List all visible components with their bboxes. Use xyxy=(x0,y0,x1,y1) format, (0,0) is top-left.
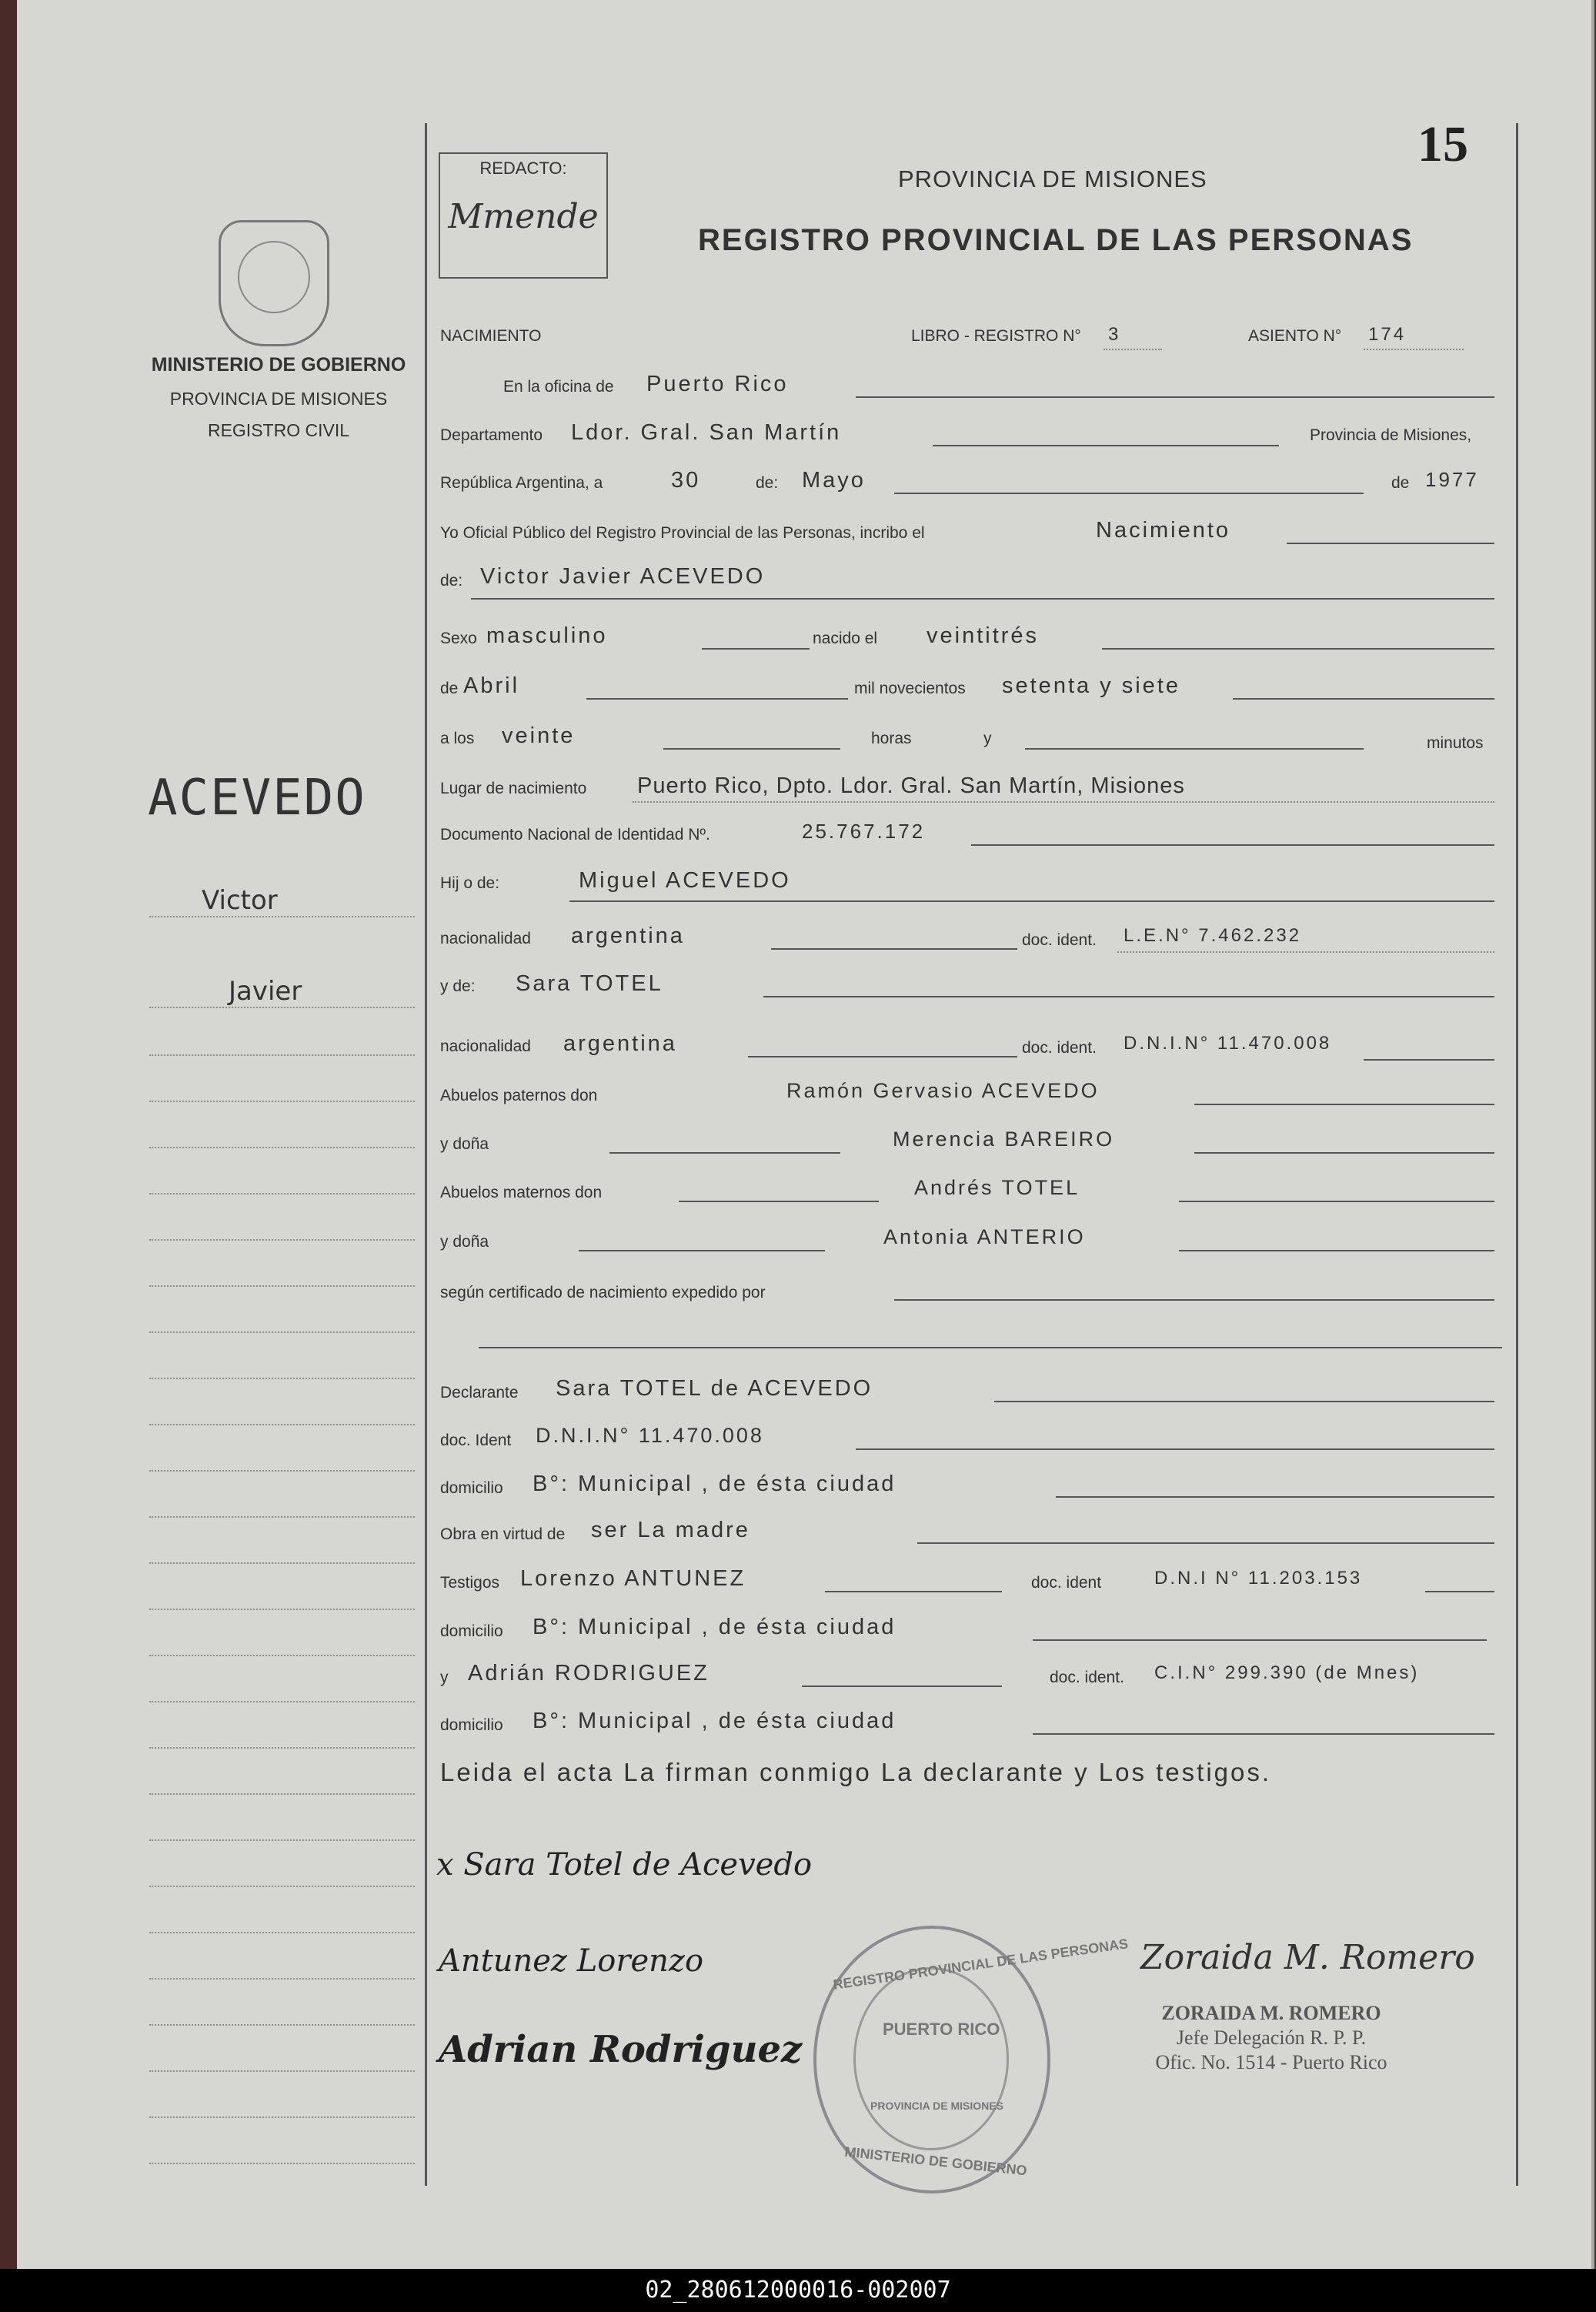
lugar-value: Puerto Rico, Dpto. Ldor. Gral. San Martín, Misiones xyxy=(637,773,1185,798)
oficina-label: En la oficina de xyxy=(503,378,614,396)
republica-label: República Argentina, a xyxy=(440,474,603,492)
abuelo-mat-value: Andrés TOTEL xyxy=(914,1176,1080,1199)
record-type: NACIMIENTO xyxy=(440,327,542,345)
testigo1-value: Lorenzo ANTUNEZ xyxy=(520,1566,746,1591)
testigo2-value: Adrián RODRIGUEZ xyxy=(468,1661,710,1686)
right-border xyxy=(1516,123,1518,2186)
margin-line xyxy=(149,916,415,917)
dia-value: 30 xyxy=(671,468,701,493)
provincia-label: Provincia de Misiones, xyxy=(1310,426,1472,444)
stamp-text-mid: PUERTO RICO xyxy=(883,2020,1000,2039)
de-nombre-label: de: xyxy=(440,572,463,590)
abuelo-mat-row xyxy=(440,1176,1510,1214)
asiento-label: ASIENTO N° xyxy=(1248,327,1342,345)
y-testigo-label: y xyxy=(440,1669,449,1686)
madre-nac-row xyxy=(440,1031,1510,1070)
official-name: ZORAIDA M. ROMERO xyxy=(1161,2002,1381,2024)
declarante-row xyxy=(440,1376,1510,1415)
testigo1-row xyxy=(440,1566,1510,1605)
de-anio-label: de xyxy=(1391,474,1410,492)
de2-label: de xyxy=(440,680,459,697)
margin-line xyxy=(149,1007,415,1008)
margin-line xyxy=(149,1655,415,1656)
oficina-value: Puerto Rico xyxy=(646,372,789,396)
mil-label: mil novecientos xyxy=(854,680,966,697)
testigo1-signature: Antunez Lorenzo xyxy=(439,1943,704,1979)
ministry-line1: MINISTERIO DE GOBIERNO xyxy=(151,354,406,376)
stamp-text-top: REGISTRO PROVINCIAL DE LAS PERSONAS xyxy=(832,1936,1130,1993)
dni-row xyxy=(440,820,1510,858)
horas-label: horas xyxy=(871,730,912,747)
declarante-doc-row xyxy=(440,1424,1510,1462)
header-province: PROVINCIA DE MISIONES xyxy=(898,165,1207,192)
nacido-label: nacido el xyxy=(813,630,878,647)
declarante-dom-label: domicilio xyxy=(440,1479,503,1497)
header-registry: REGISTRO PROVINCIAL DE LAS PERSONAS xyxy=(698,223,1414,257)
segun-label: según certificado de nacimiento expedido por xyxy=(440,1284,766,1301)
oficial-row xyxy=(440,520,1510,558)
testigo2-doc-value: C.I.N° 299.390 (de Mnes) xyxy=(1154,1662,1420,1683)
ministry-line3: REGISTRO CIVIL xyxy=(207,420,350,440)
de-label: de: xyxy=(756,474,779,492)
madre-nac-value: argentina xyxy=(563,1031,677,1056)
margin-line xyxy=(149,1747,415,1749)
margin-line xyxy=(149,2024,415,2026)
declarante-dom-value: B°: Municipal , de ésta ciudad xyxy=(533,1472,896,1496)
book-spine xyxy=(0,0,17,2269)
libro-label: LIBRO - REGISTRO N° xyxy=(911,327,1081,345)
image-id-footer: 02_280612000016-002007 xyxy=(0,2269,1596,2312)
abuelo-pat-label: Abuelos paternos don xyxy=(440,1087,598,1104)
anio-value: 1977 xyxy=(1425,468,1479,491)
margin-line xyxy=(149,1978,415,1980)
redacto-box xyxy=(439,152,608,279)
lugar-row xyxy=(440,773,1510,812)
margin-divider xyxy=(425,123,427,2186)
margin-line xyxy=(149,1101,415,1102)
dni-label: Documento Nacional de Identidad Nº. xyxy=(440,826,710,844)
departamento-row xyxy=(440,422,1510,460)
margin-line xyxy=(149,2117,415,2118)
margin-line xyxy=(149,1331,415,1333)
margin-line xyxy=(149,1470,415,1472)
hijo-label: Hij o de: xyxy=(440,874,500,892)
margin-name1: Victor xyxy=(202,885,278,916)
padre-doc-value: L.E.N° 7.462.232 xyxy=(1124,925,1302,946)
oficial-text: Yo Oficial Público del Registro Provincial de las Personas, incribo el xyxy=(440,524,925,542)
margin-line xyxy=(149,1932,415,1933)
abuelo-pat-row xyxy=(440,1079,1510,1118)
libro-value: 3 xyxy=(1108,324,1121,345)
abuela-mat-row xyxy=(440,1225,1510,1264)
nombre-value: Victor Javier ACEVEDO xyxy=(480,564,766,589)
y-de-label: y de: xyxy=(440,977,476,995)
mes-nac-value: Abril xyxy=(463,673,520,698)
official-block xyxy=(1148,2001,1394,2075)
testigo1-dom-label: domicilio xyxy=(440,1622,503,1640)
padre-doc-label: doc. ident. xyxy=(1022,931,1097,949)
mes-value: Mayo xyxy=(802,468,866,493)
hora-row xyxy=(440,723,1510,762)
segun-row xyxy=(440,1278,1510,1316)
testigo1-dom-row xyxy=(440,1615,1510,1653)
stamp-text-inner: PROVINCIA DE MISIONES xyxy=(870,2100,1003,2112)
margin-line xyxy=(149,2163,415,2164)
padre-nac-label: nacionalidad xyxy=(440,930,531,947)
margin-line xyxy=(149,1424,415,1425)
hora-value: veinte xyxy=(502,723,576,748)
abuela-pat-label: y doña xyxy=(440,1135,489,1153)
margin-line xyxy=(149,1701,415,1702)
declarante-value: Sara TOTEL de ACEVEDO xyxy=(556,1376,873,1401)
padre-value: Miguel ACEVEDO xyxy=(579,868,791,893)
obra-label: Obra en virtud de xyxy=(440,1525,566,1543)
padre-nac-value: argentina xyxy=(571,924,685,948)
madre-doc-value: D.N.I.N° 11.470.008 xyxy=(1124,1033,1332,1054)
madre-doc-label: doc. ident. xyxy=(1022,1039,1097,1057)
testigos-label: Testigos xyxy=(440,1574,500,1592)
declarante-doc-value: D.N.I.N° 11.470.008 xyxy=(536,1424,764,1447)
inscribo-value: Nacimiento xyxy=(1096,518,1231,543)
margin-line xyxy=(149,1054,415,1056)
dni-value: 25.767.172 xyxy=(802,820,926,843)
testigo1-doc-value: D.N.I N° 11.203.153 xyxy=(1154,1568,1363,1589)
oficina-row xyxy=(440,373,1510,412)
leida-text: Leida el acta La firman conmigo La declarante y Los testigos. xyxy=(440,1758,1272,1786)
obra-value: ser La madre xyxy=(591,1518,750,1542)
testigo1-doc-label: doc. ident xyxy=(1031,1574,1102,1592)
margin-line xyxy=(149,1562,415,1564)
ministry-line2: PROVINCIA DE MISIONES xyxy=(169,389,388,409)
sexo-label: Sexo xyxy=(440,630,477,647)
sexo-row xyxy=(440,623,1510,662)
redacto-signature: Mmende xyxy=(448,197,599,236)
nacido-value: veintitrés xyxy=(927,623,1040,648)
document-page xyxy=(17,0,1594,2269)
margin-line xyxy=(149,1793,415,1795)
margin-line xyxy=(149,2070,415,2072)
margin-surname: ACEVEDO xyxy=(148,770,366,827)
fecha-row xyxy=(440,469,1510,508)
official-signature: Zoraida M. Romero xyxy=(1140,1938,1475,1977)
declarante-doc-label: doc. Ident xyxy=(440,1432,512,1449)
testigo2-dom-label: domicilio xyxy=(440,1716,503,1734)
abuela-pat-row xyxy=(440,1128,1510,1166)
redacto-label: REDACTO: xyxy=(479,159,567,178)
abuelo-pat-value: Ramón Gervasio ACEVEDO xyxy=(786,1079,1100,1102)
a-los-label: a los xyxy=(440,730,475,747)
abuela-mat-label: y doña xyxy=(440,1233,489,1251)
provincial-emblem-icon xyxy=(219,220,329,346)
padre-row xyxy=(440,868,1510,907)
record-header-row xyxy=(440,324,1510,366)
margin-line xyxy=(149,1516,415,1518)
madre-value: Sara TOTEL xyxy=(516,971,663,996)
margin-line xyxy=(149,1193,415,1194)
testigo2-signature: Adrian Rodriguez xyxy=(439,2028,803,2071)
minutos-label: minutos xyxy=(1427,734,1484,752)
official-title: Jefe Delegación R. P. P. xyxy=(1176,2026,1367,2049)
mes-nac-row xyxy=(440,673,1510,712)
margin-name2: Javier xyxy=(229,976,302,1007)
margin-line xyxy=(149,1839,415,1841)
declarante-signature: x Sara Totel de Acevedo xyxy=(436,1847,813,1883)
abuela-pat-value: Merencia BAREIRO xyxy=(893,1128,1115,1151)
blank-line xyxy=(479,1347,1502,1348)
declarante-dom-row xyxy=(440,1472,1510,1510)
margin-line xyxy=(149,1147,415,1148)
margin-line xyxy=(149,1609,415,1610)
sexo-value: masculino xyxy=(486,623,608,648)
nombre-row xyxy=(440,566,1510,604)
official-seal-stamp xyxy=(813,1926,1130,2193)
margin-line xyxy=(149,1886,415,1887)
madre-nac-label: nacionalidad xyxy=(440,1037,531,1055)
departamento-label: Departamento xyxy=(440,426,543,444)
margin-line xyxy=(149,1239,415,1241)
margin-line xyxy=(149,1285,415,1287)
asiento-value: 174 xyxy=(1368,324,1407,345)
anio-nac-value: setenta y siete xyxy=(1002,673,1180,698)
abuelo-mat-label: Abuelos maternos don xyxy=(440,1184,603,1201)
testigo2-row xyxy=(440,1661,1510,1699)
official-office: Ofic. No. 1514 - Puerto Rico xyxy=(1155,2051,1387,2073)
y-label: y xyxy=(983,730,992,747)
obra-row xyxy=(440,1518,1510,1556)
testigo1-dom-value: B°: Municipal , de ésta ciudad xyxy=(533,1615,896,1639)
lugar-label: Lugar de nacimiento xyxy=(440,780,587,797)
abuela-mat-value: Antonia ANTERIO xyxy=(883,1225,1086,1248)
stamp-text-bottom: MINISTERIO DE GOBIERNO xyxy=(843,2143,1028,2179)
ministry-block xyxy=(132,354,425,441)
testigo2-dom-row xyxy=(440,1709,1510,1747)
departamento-value: Ldor. Gral. San Martín xyxy=(571,420,842,445)
padre-nac-row xyxy=(440,924,1510,962)
page-number: 15 xyxy=(1417,116,1468,172)
madre-row xyxy=(440,971,1510,1010)
margin-line xyxy=(149,1378,415,1379)
testigo2-dom-value: B°: Municipal , de ésta ciudad xyxy=(533,1709,896,1733)
declarante-label: Declarante xyxy=(440,1384,519,1402)
testigo2-doc-label: doc. ident. xyxy=(1050,1669,1124,1686)
